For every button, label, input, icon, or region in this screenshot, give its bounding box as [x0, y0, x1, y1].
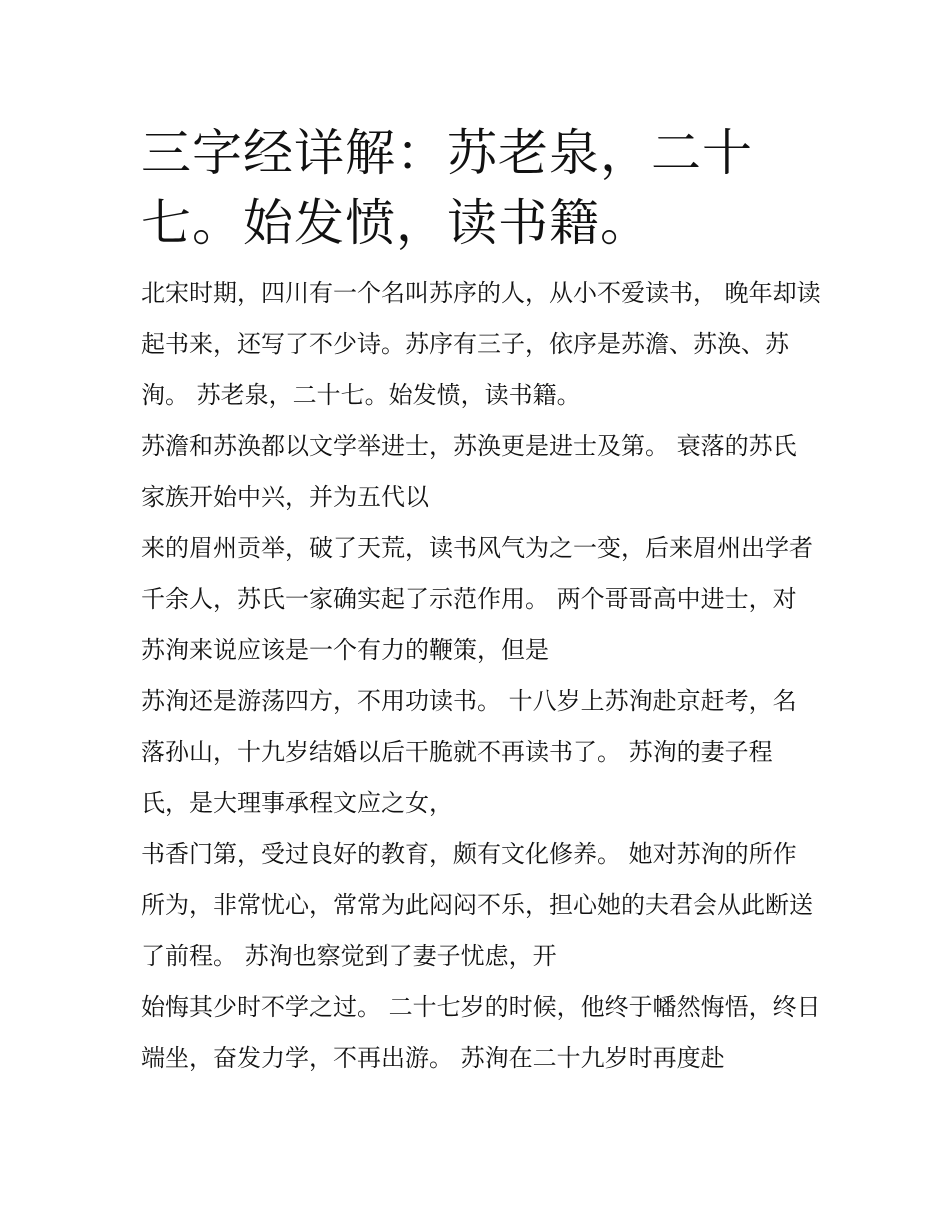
paragraph-4: 苏洵还是游荡四方，不用功读书。 十八岁上苏洵赴京赶考，名落孙山，十九岁结婚以后干脆就不再读书了。 苏洵的妻子程氏，是大理事承程文应之女，: [141, 687, 797, 817]
paragraph-6: 始悔其少时不学之过。 二十七岁的时候，他终于幡然悔悟，终日端坐，奋发力学，不再出游。 苏洵在二十九岁时再度赴: [141, 993, 821, 1072]
paragraph-5: 书香门第，受过良好的教育，颇有文化修养。 她对苏洵的所作所为，非常忧心，常常为此闷闷不乐，担心她的夫君会从此断送了前程。 苏洵也察觉到了妻子忧虑，开: [141, 840, 813, 970]
paragraph-3: 来的眉州贡举，破了天荒，读书风气为之一变，后来眉州出学者千余人，苏氏一家确实起了示范作用。 两个哥哥高中进士，对苏洵来说应该是一个有力的鞭策，但是: [141, 534, 813, 664]
paragraph-1: 北宋时期，四川有一个名叫苏序的人，从小不爱读书， 晚年却读起书来，还写了不少诗。苏序有三子，依序是苏澹、苏涣、苏洵。 苏老泉，二十七。始发愤，读书籍。: [141, 279, 821, 409]
document-body: [141, 268, 830, 1084]
paragraph-2: 苏澹和苏涣都以文学举进士，苏涣更是进士及第。 衰落的苏氏家族开始中兴，并为五代以: [141, 432, 797, 511]
document-title: 三字经详解：苏老泉，二十七。始发愤，读书籍。: [141, 124, 753, 252]
